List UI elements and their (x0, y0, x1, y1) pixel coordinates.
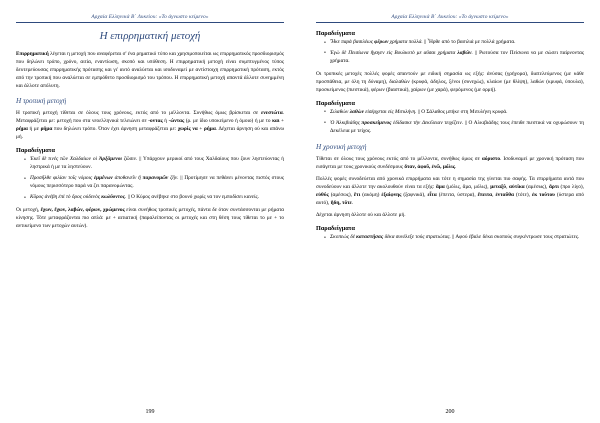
list-item: • Σιλαθὼν λαθὼν εἰσέρχεται εἰς Μιτυλήνη. || Ο Σάλαθος μπήκε στη Μιτυλήνη κρυφά. (325, 109, 584, 117)
list-item: • Προσῆλθε φιλίαν τοῖς νόμοις ἐμμένων ἀποθανεῖν ἢ παρανομῶν ζῆν. || Προτίμησε να πεθάνει μένοντας πιστός στους νόμους περισσότερο παρά να ζει παρανομώντας. (25, 175, 284, 191)
examples-heading-left-1: Παραδείγματα (16, 147, 55, 155)
page-number-right: 200 (445, 409, 455, 415)
examples-list-left-1 (16, 156, 284, 202)
list-item: • Κῦρος ἀνέβη ἐπὶ τὸ ὄρος οὐδενὸς κωλύοντος. || Ο Κύρος ανέβηκε στο βουνό χωρίς να τον εμποδίσει κανείς. (25, 194, 284, 202)
tropiki-closing-paragraph: Οι μετοχή, ἔχων, ἔχων, λαβών, φέρων, χρώμενος είναι συνήθως τροπικές μετοχές, πάντα δε όταν συντάσσονται με ρήματα κίνησης. Τότε μεταφράζονται πιο απλά: με + αιτιατική (παραλείποντας οι μετοχές και στη θέση τους τίθεται το με + το αντικείμενο των μετοχών αυτών). (16, 207, 284, 230)
intro-paragraph: Επιρρηματική λέγεται η μετοχή που αναφέρεται σ' ένα ρηματικό τύπο και χρησιμοποιείται ως επιρρηματικός προσδιορισμός που δηλώνει τρόπο, χρόνο, αιτία, εναντίωση, σκοπό και υπόθεση. Η επιρρηματική μετοχή είναι συμπτυγμένος τύπος δευτερεύουσας επιρρηματικής πρότασης και γι' αυτό αναλύεται και ισοδυναμεί με αντίστοιχη επιρρηματική πρόταση, εκτός από την τροπική που αναλύεται σε εμπρόθετο προσδιορισμό του τρόπου. Η επιρρηματική μετοχή απαντά άλλοτε συνημμένη και άλλοτε απόλυτη. (16, 51, 284, 90)
list-item: • Σκοπεὼς δὲ καταστήσας δέκα συνέλεξε τοὺς στρατιώτας. || Αφού έβαλε δέκα σκοπούς συγκέντρωσε τους στρατιώτες. (325, 234, 584, 242)
examples-list-right-1 (316, 39, 584, 66)
examples-list-right-2 (316, 109, 584, 136)
list-item: • Ἐκεῖ δὲ τινὲς τῶν Χαλδαίων οἱ Ἀρξάμενοι ζῶσιν. || Υπάρχουν μερικοί από τους Χαλδαίους που ζουν ληστεύοντας ή ληστρικά ή με τα ληστεύουν. (25, 156, 284, 172)
tropiki-paragraph: Η τροπική μετοχή τίθεται σε όλους τους χρόνους, εκτός από το μέλλοντα. Συνήθως όμως βρίσκεται σε ενεστώτα. Μεταφράζεται με: μετοχή που στα νεοελληνικά τελειώνει σε -οντας ή -ώντας (ρ. με ίδιο υποκείμενο ή όμοιο) ή με το και + ρήμα ή με ρήμα που δηλώνει τρόπο. Όταν έχει άρνηση μεταφράζεται με: χωρίς να + ρήμα. Δέχεται άρνηση οὐ και απάνω μή. (16, 110, 284, 141)
page-right (300, 0, 600, 423)
list-item: • Ἐγὼ δὲ Πεισίωνα ἤγαγεν εἰς Βουλκοτὸ με αὔσαι χρήματα λαβών. || Ρωτούσα τον Πείσωνα να με σώσει παίρνοντας χρήματα. (325, 50, 584, 66)
examples-heading-right-1: Παραδείγματα (316, 30, 355, 37)
section-heading-chroniki: Η χρονική μετοχή (316, 142, 367, 151)
examples-heading-right-2: Παραδείγματα (316, 99, 355, 107)
examples-heading-right-3: Παραδείγματα (316, 225, 355, 233)
chroniki-paragraph-2: Πολλές φορές συνοδεύεται από χρονικά επιρρήματα και τότε η σημασία της γίνεται πιο σαφής. Τα επιρρήματα αυτά που συνοδεύουν και άλλοτε την ακολουθούν είναι τα εξής: ἅμα (μόλις, ἅμα, μόλις), μεταξύ, αὐτίκα (αμέσως), ἄρτι (προ λίγο), εὐθύς (αμέσως), ἔτι (ακόμη) ἐξαίφνης (ξαφνικά), εἶτα (έπειτα, ύστερα), ἔπειτα, ἐνταῦθα (τότε), ἐκ τούτου (ύστερα από αυτό), ἤδη, τότε. (316, 175, 585, 206)
page-number-left: 199 (145, 409, 155, 415)
examples-list-right-3 (316, 234, 584, 242)
page-title: Η επιρρηματική μετοχή (99, 30, 201, 42)
section-heading-tropiki: Η τροπική μετοχή (16, 97, 67, 106)
tropiki-note-paragraph: Οι τροπικές μετοχές πολλές φορές απαντούν με ειδική σημασία ως εξής: ἀνύσας (γρήγορα), διατελεύμενος (με κάθε προσπάθεια, με όλη τη δύναμη), διαλαθών (κρυφά, άδηλος, ξένοι (συνεχώς), κλαίων (με θλίψη), λαθών (κρυφά, ύπουλα), προσκείμενος (πιεστικά), φέρων (βιαστικά), χαίρων (με χαρά), φερόμενος (με ορμή). (316, 70, 584, 93)
running-head-right: Αρχαία Ελληνικά Β΄ Λυκείου: «Το άγνωστο κείμενο» (316, 14, 584, 23)
running-head-left: Αρχαία Ελληνικά Β΄ Λυκείου: «Το άγνωστο κείμενο» (16, 14, 284, 23)
chroniki-paragraph-3: Δέχεται άρνηση ἀλλοτε οὐ και άλλοτε μή. (316, 212, 406, 219)
chroniki-paragraph-1: Τίθεται σε όλους τους χρόνους εκτός από το μέλλοντα, συνήθως όμως σε αόριστο. Ισοδυναμεί με χρονική πρόταση που εισάγεται με τους χρονικούς συνδέσμους ὅταν, ἀφοῦ, ἐνῶ, μόλις. (316, 155, 584, 170)
list-item: • Ὁ Ἀλκιβιάδης προσκείμενος ἐδίδασκε τὴν Δεκέλειαν τειχίζειν. || Ο Αλκιβιάδης τους έπειθε πιεστικά να οχυρώσουν τη Δεκέλεια με τείχος. (325, 120, 584, 136)
list-item: • Ἧκε παρὰ βασιλέως φέρων χρήματα πολλά. || Ἦρθε από το βασιλιά με πολλά χρήματα. (325, 39, 584, 47)
